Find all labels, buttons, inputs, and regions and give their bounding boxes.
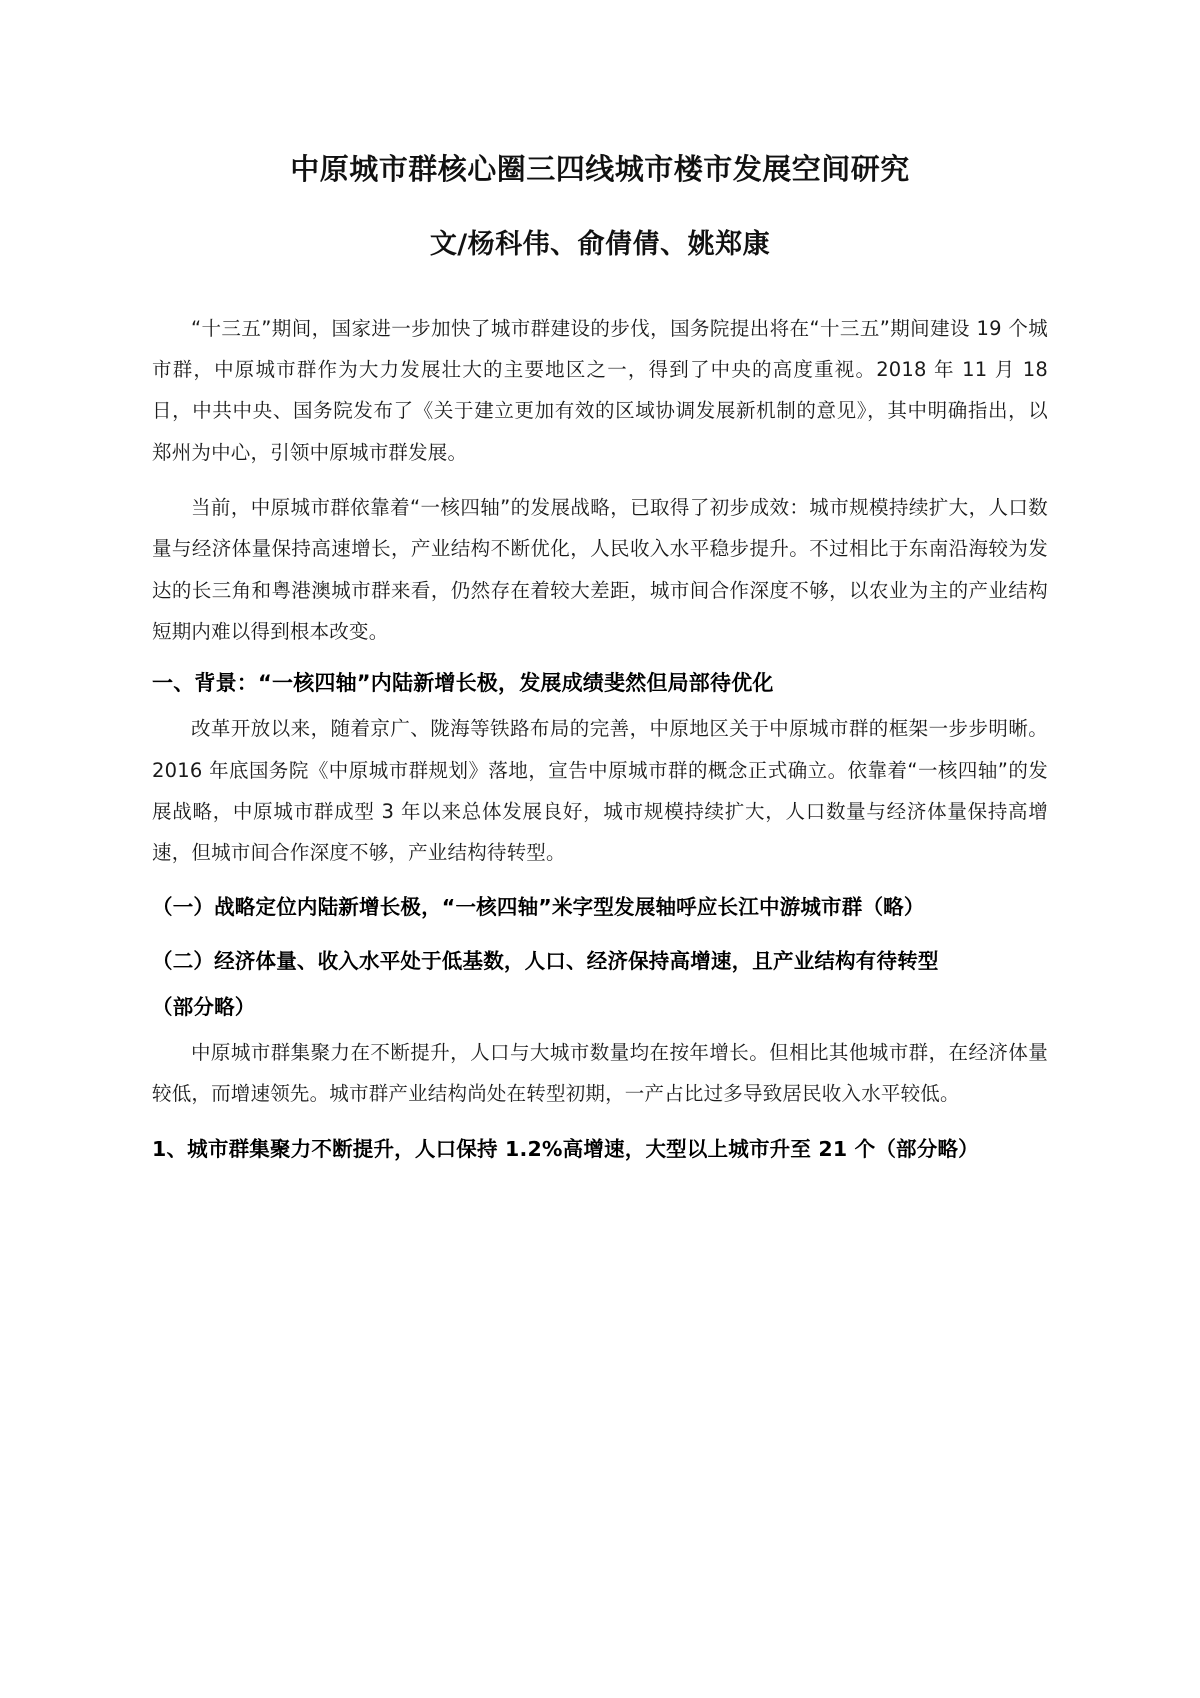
section-heading-background: 一、背景：“一核四轴”内陆新增长极，发展成绩斐然但局部待优化 (152, 671, 774, 696)
page-title: 中原城市群核心圈三四线城市楼市发展空间研究 (290, 152, 910, 186)
paragraph-current-status: 当前，中原城市群依靠着“一核四轴”的发展战略，已取得了初步成效：城市规模持续扩大，人口数量与经济体量保持高速增长，产业结构不断优化，人民收入水平稳步提升。不过相比于东南沿海较为发达的长三角和粤港澳城市群来看，仍然存在着较大差距，城市间合作深度不够，以农业为主的产业结构短期内难以得到根本改变。 (152, 495, 1048, 643)
paragraph-history: 改革开放以来，随着京广、陇海等铁路布局的完善，中原地区关于中原城市群的框架一步步明晰。2016 年底国务院《中原城市群规划》落地，宣告中原城市群的概念正式确立。依靠着“一核四轴”的发展战略，中原城市群成型 3 年以来总体发展良好，城市规模持续扩大，人口数量与经济体量保持高增速，但城市间合作深度不够，产业结构待转型。 (152, 717, 1048, 865)
subheading-economy-scale-cont: （部分略） (152, 994, 256, 1019)
author-byline: 文/杨科伟、俞倩倩、姚郑康 (429, 229, 771, 261)
paragraph-gap (152, 479, 1048, 487)
subheading-economy-scale: （二）经济体量、收入水平处于低基数，人口、经济保持高增速，且产业结构有待转型 (152, 948, 939, 973)
paragraph-intro-policy: “十三五”期间，国家进一步加快了城市群建设的步伐，国务院提出将在“十三五”期间建设 19 个城市群，中原城市群作为大力发展壮大的主要地区之一，得到了中央的高度重视。2018 年 11 月 18 日，中共中央、国务院发布了《关于建立更加有效的区域协调发展新机制的意见》，其中明确指出，以郑州为中心，引领中原城市群发展。 (152, 316, 1048, 464)
item-heading-population-growth: 1、城市群集聚力不断提升，人口保持 1.2%高增速，大型以上城市升至 21 个（部分略） (152, 1137, 979, 1162)
subheading-strategic-position: （一）战略定位内陆新增长极，“一核四轴”米字型发展轴呼应长江中游城市群（略） (152, 894, 925, 919)
paragraph-agglomeration: 中原城市群集聚力在不断提升，人口与大城市数量均在按年增长。但相比其他城市群，在经济体量较低，而增速领先。城市群产业结构尚处在转型初期，一产占比过多导致居民收入水平较低。 (152, 1040, 1048, 1105)
